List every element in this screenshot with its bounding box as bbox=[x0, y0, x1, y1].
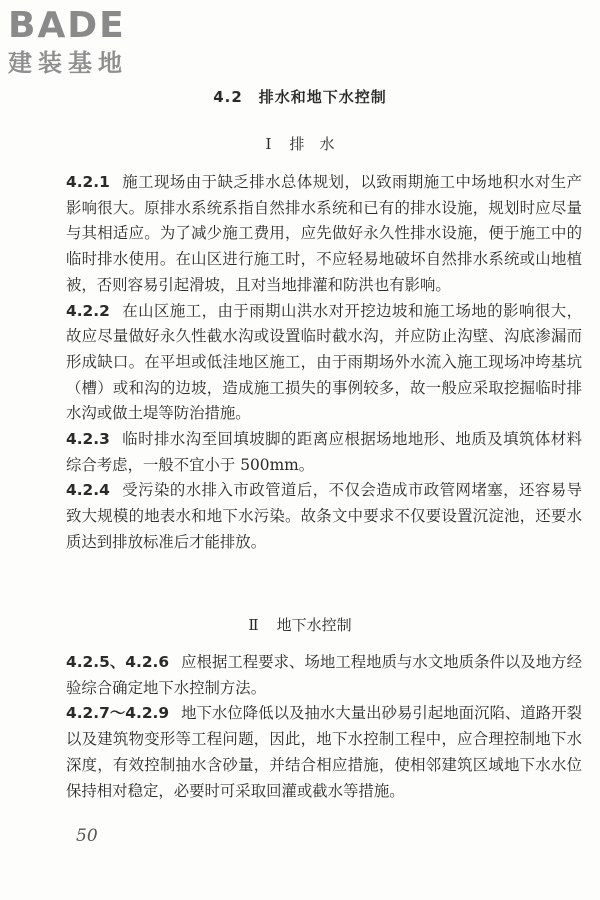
clause-text: 应根据工程要求、场地工程地质与水文地质条件以及地方经验综合确定地下水控制方法。 bbox=[66, 653, 582, 697]
clause-number: 4.2.2 bbox=[66, 301, 110, 320]
page-number: 50 bbox=[76, 826, 98, 846]
part2-heading-text: 地下水控制 bbox=[276, 616, 352, 634]
part2-numeral: Ⅱ bbox=[248, 616, 259, 634]
clause-paragraph bbox=[66, 427, 582, 478]
clause-text: 施工现场由于缺乏排水总体规划，以致雨期施工中场地积水对生产影响很大。原排水系统系指自然排水系统和已有的排水设施，规划时应尽量与其相适应。为了减少施工费用，应先做好永久性排水设施，便于施工中的临时排水使用。在山区进行施工时，不应轻易地破坏自然排水系统或山地植被，否则容易引起滑坡，且对当地排灌和防洪也有影响。 bbox=[66, 173, 582, 294]
clause-paragraph bbox=[66, 170, 582, 299]
part1-heading-text: 排 水 bbox=[289, 135, 335, 153]
logo-wordmark: BADE bbox=[8, 5, 126, 46]
part2-heading bbox=[0, 614, 600, 635]
part2-body bbox=[66, 650, 582, 804]
bade-logo bbox=[8, 6, 178, 78]
part1-heading bbox=[0, 133, 600, 154]
clause-number: 4.2.1 bbox=[66, 173, 110, 191]
clause-number: 4.2.7～4.2.9 bbox=[66, 704, 170, 723]
clause-paragraph bbox=[66, 650, 582, 701]
clause-text: 受污染的水排入市政管道后，不仅会造成市政管网堵塞，还容易导致大规模的地表水和地下水污染。故条文中要求不仅要设置沉淀池，还要水质达到排放标准后才能排放。 bbox=[66, 481, 582, 551]
section-title: 4.2 排水和地下水控制 bbox=[213, 88, 387, 106]
clause-number: 4.2.3 bbox=[66, 430, 110, 449]
clause-paragraph bbox=[66, 299, 582, 428]
clause-number: 4.2.4 bbox=[66, 481, 110, 500]
clause-number: 4.2.5、4.2.6 bbox=[66, 653, 170, 671]
clause-paragraph bbox=[66, 701, 582, 804]
clause-text: 在山区施工，由于雨期山洪水对开挖边坡和施工场地的影响很大，故应尽量做好永久性截水沟或设置临时截水沟，并应防止沟壁、沟底渗漏而形成缺口。在平坦或低洼地区施工，由于雨期场外水流入施工现场冲垮基坑（槽）或和沟的边坡，造成施工损失的事例较多，故一般应采取挖掘临时排水沟或做土堤等防治措施。 bbox=[66, 301, 582, 423]
part1-numeral: Ⅰ bbox=[265, 135, 272, 153]
logo-subtitle: 建装基地 bbox=[8, 49, 128, 77]
clause-paragraph bbox=[66, 478, 582, 555]
clause-text: 地下水位降低以及抽水大量出砂易引起地面沉陷、道路开裂以及建筑物变形等工程问题，因此，地下水控制工程中，应合理控制地下水深度，有效控制抽水含砂量，并结合相应措施，使相邻建筑区域地下水水位保持相对稳定，必要时可采取回灌或截水等措施。 bbox=[66, 704, 582, 800]
part1-body bbox=[66, 170, 582, 556]
clause-text: 临时排水沟至回填坡脚的距离应根据场地地形、地质及填筑体材料综合考虑，一般不宜小于 500mm。 bbox=[66, 430, 582, 474]
